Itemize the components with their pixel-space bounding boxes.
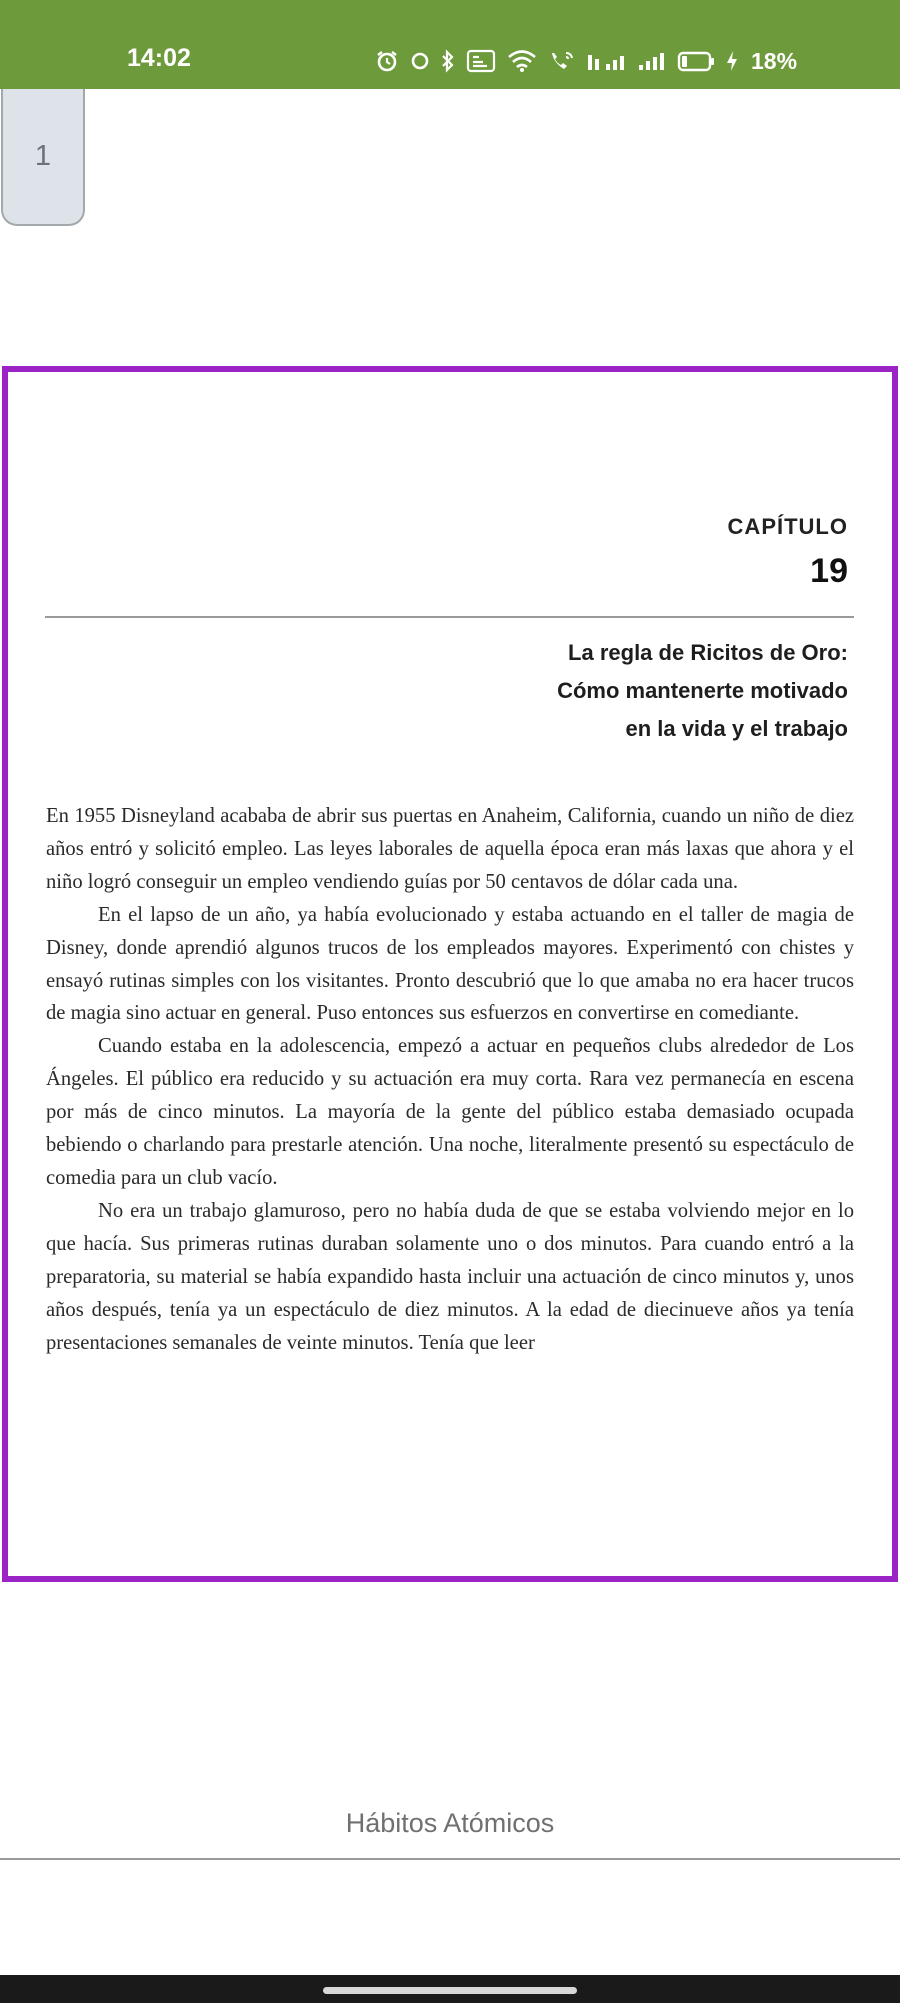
status-time: 14:02 bbox=[127, 44, 191, 72]
body-paragraph: En 1955 Disneyland acababa de abrir sus puertas en Anaheim, California, cuando un niño de diez años entró y solicitó empleo. Las leyes laborales de aquella época eran más laxas que ahora y el niño logró conseguir un empleo vendiendo guías por 50 centavos de dólar cada una. bbox=[46, 805, 854, 893]
chapter-body bbox=[46, 800, 854, 1359]
status-bar bbox=[0, 0, 900, 89]
alarm-icon bbox=[375, 49, 399, 73]
sync-icon bbox=[410, 50, 430, 72]
wifi-icon bbox=[507, 49, 537, 73]
book-page[interactable] bbox=[2, 366, 898, 1582]
page-number-tab[interactable] bbox=[1, 89, 85, 226]
chapter-title-line: en la vida y el trabajo bbox=[625, 716, 848, 741]
chapter-title-line: La regla de Ricitos de Oro: bbox=[568, 640, 848, 665]
chapter-label: CAPÍTULO bbox=[727, 514, 848, 539]
battery-percent: 18% bbox=[751, 47, 798, 74]
signal-icon bbox=[638, 50, 666, 72]
charging-icon bbox=[726, 50, 738, 72]
body-paragraph: No era un trabajo glamuroso, pero no había duda de que se estaba volviendo mejor en lo que hacía. Sus primeras rutinas duraban solamente uno o dos minutos. Para cuando entró a la preparatoria, su material se había expandido hasta incluir una actuación de cinco minutos y, unos años después, tenía ya un espectáculo de diez minutos. A la edad de diecinueve años ya tenía presentaciones semanales de veinte minutos. Tenía que leer bbox=[46, 1199, 854, 1354]
signal-icon bbox=[587, 50, 627, 72]
body-paragraph: En el lapso de un año, ya había evolucionado y estaba actuando en el taller de magia de Disney, donde aprendió algunos trucos de los empleados mayores. Experimentó con chistes y ensayó rutinas simples con los visitantes. Pronto descubrió que lo que amaba no era hacer trucos de magia sino actuar en general. Puso entonces sus esfuerzos en convertirse en comediante. bbox=[46, 903, 854, 1025]
footer-divider bbox=[0, 1858, 900, 1860]
chapter-divider bbox=[45, 616, 854, 618]
wifi-calling-icon bbox=[548, 49, 576, 73]
status-icons bbox=[375, 44, 797, 78]
page-number-label: 1 bbox=[34, 140, 52, 172]
chapter-number: 19 bbox=[810, 552, 848, 590]
navigation-bar bbox=[0, 1975, 900, 2003]
bluetooth-icon bbox=[441, 49, 455, 73]
volte-icon bbox=[466, 48, 496, 74]
body-paragraph: Cuando estaba en la adolescencia, empezó a actuar en pequeños clubs alrededor de Los Ángeles. El público era reducido y su actuación era muy corta. Rara vez permanecía en escena por más de cinco minutos. La mayoría de la gente del público estaba demasiado ocupada bebiendo o charlando para prestarle atención. Una noche, literalmente presentó su espectáculo de comedia para un club vacío. bbox=[46, 1035, 854, 1189]
chapter-title-line: Cómo mantenerte motivado bbox=[557, 678, 848, 703]
battery-icon bbox=[677, 50, 715, 72]
home-indicator[interactable] bbox=[323, 1987, 577, 1994]
chapter-title bbox=[248, 634, 848, 748]
book-title: Hábitos Atómicos bbox=[345, 1808, 555, 1838]
